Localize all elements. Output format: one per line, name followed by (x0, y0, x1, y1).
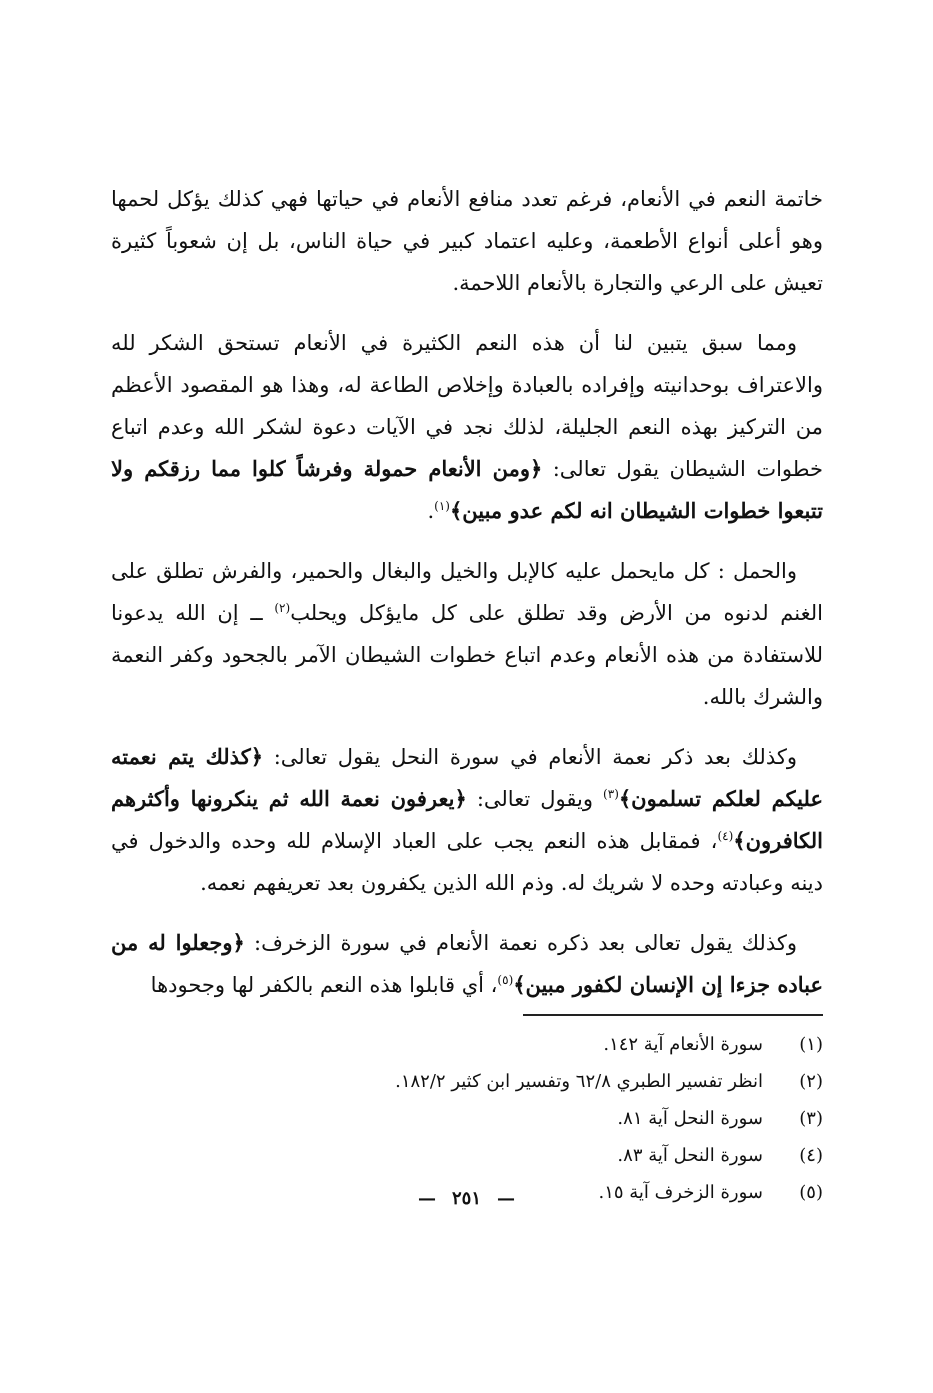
page-number-dash: — (497, 1188, 515, 1209)
paragraph-1 (111, 178, 823, 304)
quran-quote: ﴿وجعلوا له من عباده جزءا إن الإنسان لكفور مبين﴾ (111, 930, 823, 997)
footnote-ref-5: (٥) (497, 973, 514, 987)
footnote-text: سورة الزخرف آية ١٥. (598, 1182, 763, 1203)
paragraph-3-end: ــ إن الله يدعونا للاستفادة من هذه الأنعام وعدم اتباع خطوات الشيطان الآمر بالجحود وكفر النعمة والشرك بالله. (111, 601, 823, 709)
footnote-ref-2: (٢) (274, 601, 291, 615)
footnote-number: (٢) (799, 1071, 823, 1092)
footnote-number: (٤) (799, 1145, 823, 1166)
footnote-ref-1: (١) (434, 499, 450, 513)
paragraph-1-text: خاتمة النعم في الأنعام، فرغم تعدد منافع الأنعام في حياتها فهي كذلك يؤكل لحمها وهو أعلى أنواع الأطعمة، وعليه اعتماد كبير في حياة الناس، بل إن شعوباً كثيرة تعيش على الرعي والتجارة بالأنعام اللاحمة. (111, 187, 823, 295)
footnote-text: سورة الأنعام آية ١٤٢. (603, 1034, 763, 1055)
paragraph-2-end: . (427, 499, 435, 523)
quran-quote: ﴿ومن الأنعام حمولة وفرشاً كلوا مما رزقكم ولا تتبعوا خطوات الشيطان انه لكم عدو مبين﴾ (111, 456, 823, 523)
footnote-number: (٣) (799, 1108, 823, 1129)
footnote-ref-3: (٣) (603, 787, 619, 801)
paragraph-2 (111, 322, 823, 532)
footnote-number: (٥) (799, 1182, 823, 1203)
paragraph-4-text-1: وكذلك بعد ذكر نعمة الأنعام في سورة النحل يقول تعالى: (263, 745, 797, 769)
paragraph-5-end: ، أي قابلوا هذه النعم بالكفر لها وجحودها (150, 973, 498, 997)
footnote (111, 1137, 823, 1174)
paragraph-4-end: ، فمقابل هذه النعم يجب على العباد الإسلام لله وحده والدخول في دينه وعبادته وحده لا شريك له. وذم الله الذين يكفرون بعد تعريفهم نعمه. (111, 829, 823, 895)
paragraph-5-text: وكذلك يقول تعالى بعد ذكره نعمة الأنعام في سورة الزخرف: (244, 931, 797, 955)
page-number-dash: — (417, 1188, 436, 1209)
footnote-divider (523, 1014, 823, 1016)
quran-quote: ﴿يعرفون نعمة الله ثم ينكرونها وأكثرهم الكافرون﴾ (111, 786, 823, 853)
paragraph-5 (111, 922, 823, 1006)
paragraph-3 (111, 550, 823, 718)
footnote (111, 1100, 823, 1137)
footnote-text: سورة النحل آية ٨١. (617, 1108, 763, 1129)
footnote-text: انظر تفسير الطبري ٦٢/٨ وتفسير ابن كثير ١٨٢/٢. (395, 1071, 763, 1092)
footnote (111, 1026, 823, 1063)
paragraph-4 (111, 736, 823, 904)
page-number-value: ٢٥١ (451, 1188, 481, 1209)
footnote (111, 1063, 823, 1100)
footnote-text: سورة النحل آية ٨٣. (617, 1145, 763, 1166)
footnote-number: (١) (799, 1034, 823, 1055)
quran-quote: ﴿كذلك يتم نعمته عليكم لعلكم تسلمون﴾ (111, 744, 823, 811)
paragraph-3-text: والحمل : كل مايحمل عليه كالإبل والخيل والبغال والحمير، والفرش تطلق على الغنم لدنوه من الأرض وقد تطلق على كل مايؤكل ويحلب (111, 559, 823, 625)
footnote-ref-4: (٤) (717, 829, 734, 843)
page-body (111, 178, 823, 1211)
page-number (0, 1188, 933, 1209)
paragraph-2-text: ومما سبق يتبين لنا أن هذه النعم الكثيرة في الأنعام تستحق الشكر لله والاعتراف بوحدانيته وإفراده بالعبادة وإخلاص الطاعة له، وهذا هو المقصود الأعظم من التركيز بهذه النعم الجليلة، لذلك نجد في الآيات دعوة لشكر الله وعدم اتباع خطوات الشيطان يقول تعالى: (111, 331, 823, 481)
footnotes (111, 1026, 823, 1211)
paragraph-4-text-2: ويقول تعالى: (466, 787, 604, 811)
